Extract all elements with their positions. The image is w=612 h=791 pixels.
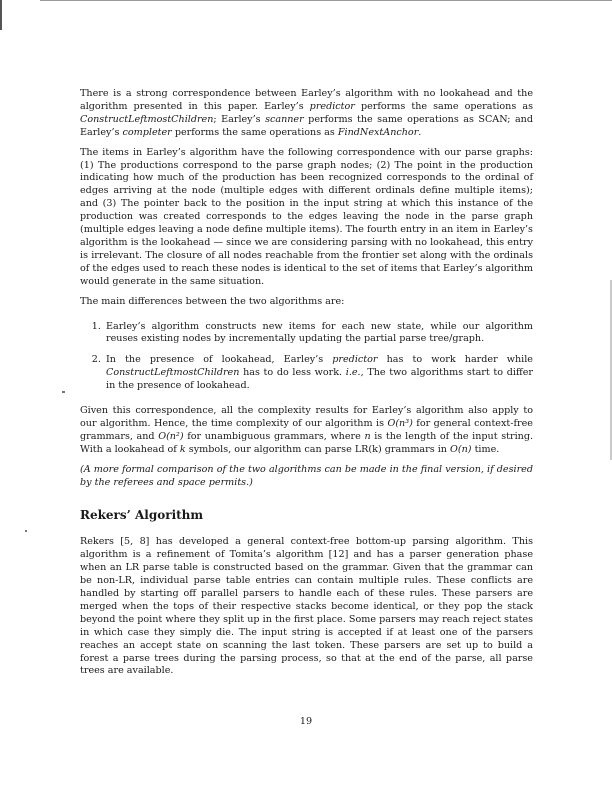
math-n: n	[364, 430, 371, 442]
paragraph-complexity	[80, 405, 533, 457]
text-span: performs the same operations as	[171, 126, 338, 138]
text-span: grammars in	[381, 443, 450, 455]
paragraph-items-correspondence: The items in Earley’s algorithm have the following correspondence with our parse graphs: (1) The productions correspond to the parse graph nodes; (2) The point in the production indicating how much of the production has been recognized corresponds to the ordinal of edges arriving at the node (multiple edges with different ordinals define multiple items); and (3) The pointer back to the position in the input string at which this instance of the production was created corresponds to the edges leaving the node in the parse graph (multiple edges leaving a node define multiple items). The fourth entry in an item in Earley’s algorithm is the lookahead — since we are considering parsing with no lookahead, this entry is irrelevant. The closure of all nodes reachable from the frontier set along with the ordinals of the edges used to reach these nodes is identical to the set of items that Earley’s algorithm would generate in the same situation.	[80, 146, 533, 287]
list-item	[104, 354, 533, 393]
scan-top-edge	[40, 0, 612, 1]
term-completer: completer	[122, 126, 172, 138]
text-span: time.	[471, 443, 500, 455]
paragraph-earley-correspondence	[80, 88, 533, 140]
text-span: .	[418, 126, 422, 138]
math-o-n-cubed: O(n³)	[387, 417, 413, 429]
text-span: has to work harder while	[377, 354, 533, 366]
text-span: performs the same operations as SCAN; and Earley’s	[80, 113, 534, 138]
scan-left-edge	[0, 0, 2, 30]
term-predictor: predictor	[309, 100, 355, 112]
text-span: for unambiguous grammars, where	[183, 430, 365, 442]
term-ie: i.e.	[345, 367, 361, 379]
math-o-n: O(n)	[450, 443, 472, 455]
text-span: is the length of the input string. With a lookahead of	[80, 430, 534, 455]
scan-speck	[25, 530, 27, 532]
term-scanner: scanner	[265, 113, 304, 125]
text-span: performs the same operations as	[354, 100, 533, 112]
differences-list	[80, 321, 533, 394]
math-k: k	[179, 443, 186, 455]
paragraph-formal-comparison-note: (A more formal comparison of the two algorithms can be made in the final version, if desired by the referees and space permits.)	[80, 463, 533, 488]
term-predictor: predictor	[332, 354, 378, 366]
text-span: has to do less work.	[239, 367, 346, 379]
text-span: symbols, our algorithm can parse	[185, 443, 355, 455]
paragraph-differences-intro: The main differences between the two algorithms are:	[80, 295, 345, 307]
section-heading-rekers: Rekers’ Algorithm	[80, 508, 204, 523]
list-item: 1. Earley’s algorithm constructs new items for each new state, while our algorithm reuses existing nodes by incrementally updating the partial parse tree/graph.	[104, 321, 533, 347]
text-span: Given this correspondence, all the complexity results for Earley’s algorithm also apply to our algorithm. Hence, the time complexity of our algorithm is	[80, 405, 533, 429]
scan-speck	[62, 391, 65, 393]
math-o-n-squared: O(n²)	[158, 430, 184, 442]
text-span: In the presence of lookahead, Earley’s	[106, 354, 333, 366]
page-number: 19	[299, 716, 313, 727]
term-construct-leftmost-children: ConstructLeftmostChildren	[80, 113, 214, 125]
paragraph-rekers-body: Rekers [5, 8] has developed a general context-free bottom-up parsing algorithm. This algorithm is a refinement of Tomita’s algorithm [12] and has a parser generation phase when an LR parse table is constructed based on the grammar. Given that the grammar can be non-LR, individual parse table entries can contain multiple rules. These conflicts are handled by starting off parallel parsers to handle each of these rules. These parsers are merged when the tops of their respective stacks become identical, or they pop the stack beyond the point where they split up in the first place. Some parsers may reach reject states in which case they simply die. The input string is accepted if at least one of the parsers reaches an accept state on scanning the last token. These parsers are set up to build a forest a parse trees during the parsing process, so that at the end of the parse, all parse trees are available.	[80, 536, 533, 677]
document-page	[80, 88, 533, 685]
term-construct-leftmost-children: ConstructLeftmostChildren	[106, 367, 240, 379]
text-span: for general context-free grammars, and	[80, 417, 533, 442]
text-span: ; Earley’s	[213, 113, 266, 125]
term-find-next-anchor: FindNextAnchor	[337, 126, 419, 138]
text-span: , The two algorithms start to differ in the presence of lookahead.	[106, 367, 533, 392]
math-lr-k: LR(k)	[354, 443, 382, 455]
text-span: There is a strong correspondence between Earley’s algorithm with no lookahead and the algorithm presented in this paper. Earley’s	[80, 88, 533, 112]
